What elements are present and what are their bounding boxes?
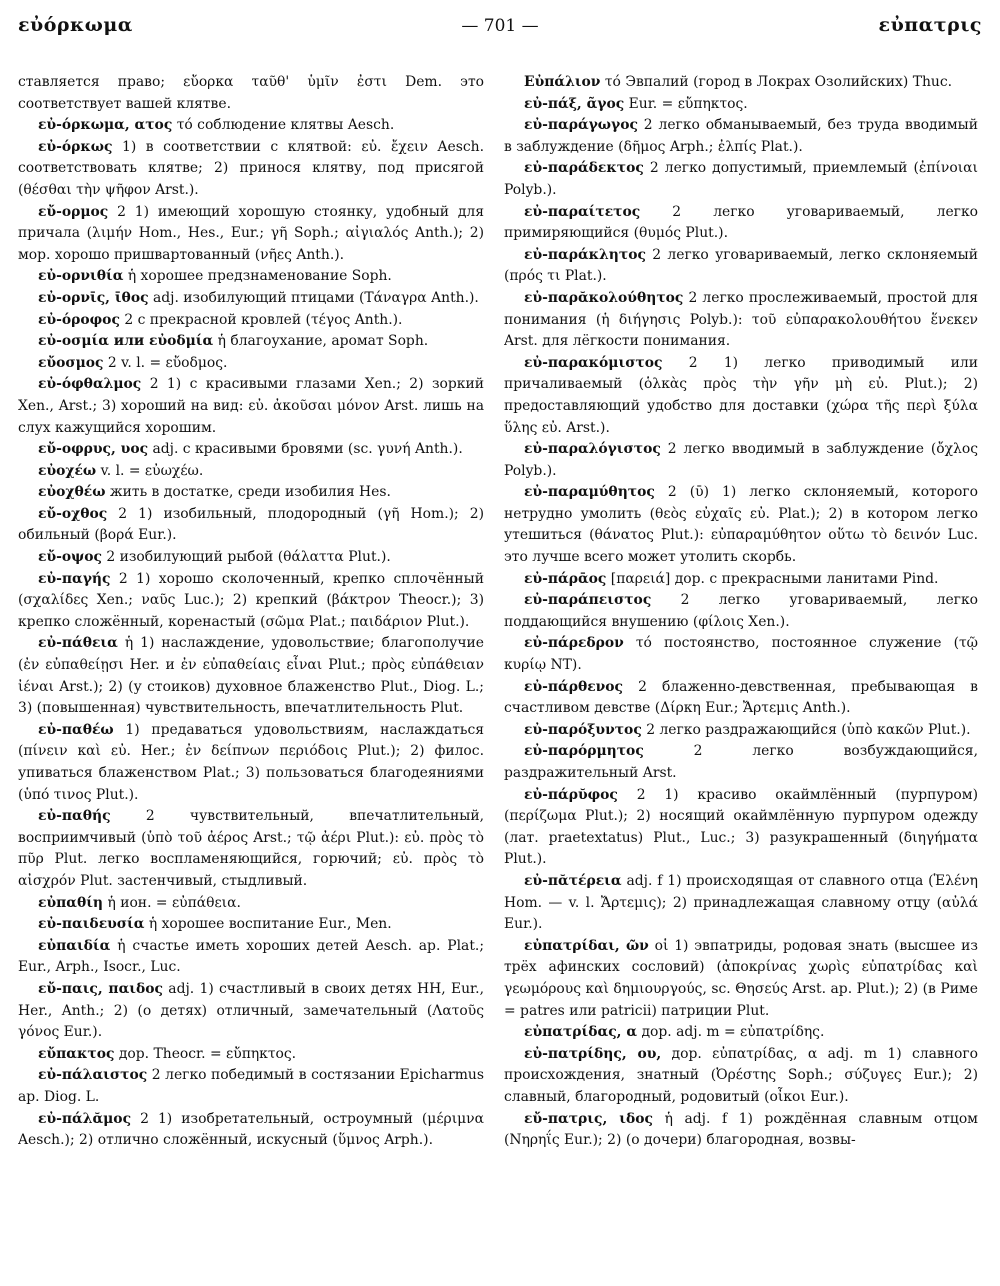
dictionary-entry [504,288,978,353]
entry-headword: εὐ-πάρεδρον [524,635,624,652]
dictionary-entry [18,806,484,892]
entry-headword: εὐ-όφθαλμος [38,376,142,393]
entry-definition: οἱ 1) эвпатриды, родовая знать (высшее из трёх афинских сословий) (ἀποκρίνας χωρὶς εὐπατρίδας καὶ γεωμόρους καὶ δημιουργούς, sc. Θησεύς Arst. ap. Plut.); 2) (в Риме = patres или patricii) патриции Plut. [504,937,978,1019]
entry-headword: εὐ-παράκλητος [524,246,646,263]
entry-definition: adj. изобилующий птицами (Τάναγρα Anth.). [152,289,479,306]
entry-definition: дор. adj. m = εὐπατρίδης. [641,1024,825,1041]
dictionary-entry [18,461,484,483]
entry-definition: 2 1) красиво окаймлённый (пурпуром) (περίζωμα Plut.); 2) носящий окаймлённую пурпуром одежду (лат. praetextatus) Plut., Luc.; 3) разукрашенный (διηγήματα Plut.). [504,786,978,868]
entry-headword: εὐ-παράπειστος [524,592,652,609]
entry-definition: 2 1) изобильный, плодородный (γῆ Hom.); 2) обильный (βορά Eur.). [18,505,484,544]
entry-definition: 2 легко вводимый в заблуждение (ὄχλος Polyb.). [504,441,978,479]
entry-continuation [18,72,484,115]
entry-headword: εὐπαιδία [38,937,111,954]
dictionary-entry [18,331,484,353]
entry-headword: εὐ-ορνιθία [38,268,124,285]
entry-definition: 2 легко возбуждающийся, раздражительный Arst. [504,743,978,781]
entry-headword: εὐ-παρᾰκολούθητος [524,289,684,306]
entry-definition: 2 (ῡ) 1) легко склоняемый, которого нетрудно умолить (θεὸς εὐχαῖς εὐ. Plat.); 2) в котором легко утешиться (θάνατος Plut.): εὐπαραμύθητον οὕτω τὸ δεινόν Luc. это лучше всего может утолить скорбь. [504,484,978,566]
entry-headword: εὐπατρίδας, α [524,1024,638,1041]
entry-definition: 1) предаваться удовольствиям, наслаждаться (πίνειν καὶ εὐ. Her.; ἐν δείπνων περιόδοις Plut.); 2) филос. упиваться блаженством Plat.; 3) пользоваться благодеяниями (ὑπό τινος Plut.). [18,721,484,803]
dictionary-entry [504,115,978,158]
entry-definition: 2 легко уговариваемый, легко примиряющийся (θυμός Plut.). [504,203,978,242]
entry-headword: εὐ-πάρῠφος [524,786,618,803]
dictionary-entry [504,353,978,439]
dictionary-entry [504,569,978,591]
dictionary-entry [504,741,978,784]
dictionary-entry [504,482,978,568]
dictionary-entry [504,94,978,116]
dictionary-entry [18,1044,484,1066]
entry-definition: дор. εὐπατρίδας, α adj. m 1) славного происхождения, знатный (Ὀρέστης Soph.; σύζυγες Eur.); 2) славный, благородный, родовитый (οἶκοι Eur.). [504,1045,978,1105]
entry-definition: жить в достатке, среди изобилия Hes. [109,484,391,501]
entry-definition: adj. с красивыми бровями (sc. γυνή Anth.). [152,441,463,458]
entry-definition: 2 легко прослеживаемый, простой для понимания (ἡ διήγησις Polyb.): τοῦ εὐπαρακολουθήτου ἕνεκεν Arst. для лёгкости понимания. [504,289,978,350]
dictionary-entry [504,936,978,1022]
entry-definition: τό Эвпалий (город в Локрах Озолийских) Thuc. [604,74,953,90]
entry-headword: εὐπαθίη [38,894,104,911]
entry-headword: εὐ-παραλόγιστος [524,441,661,458]
entry-headword: εὐ-όρκως [38,138,113,155]
entry-headword: εὔ-πατρις, ιδος [524,1110,654,1127]
dictionary-entry [18,266,484,288]
entry-headword: εὐοχέω [38,462,97,479]
entry-definition: 2 легко победимый в состязании Epicharmus ap. Diog. L. [18,1067,484,1105]
dictionary-entry [504,785,978,871]
entry-definition: 2 легко допустимый, приемлемый (ἐπίνοιαι Polyb.). [504,160,978,198]
dictionary-entry [504,1022,978,1044]
dictionary-entry [504,1044,978,1109]
entry-definition: 2 легко уговариваемый, легко поддающийся внушению (φίλοις Xen.). [504,592,978,630]
entry-headword: εὔπακτος [38,1045,115,1062]
entry-definition: 2 1) легко приводимый или причаливаемый (ὁλκὰς πρὸς τὴν γῆν μὴ εὐ. Plut.); 2) предоставляющий удобство для доставки (χώρα τῆς περὶ ξύλα ὕλης εὐ. Arst.). [504,354,978,436]
entry-definition: 2 v. l. = εὔοδμος. [107,354,228,371]
entry-headword: εὐ-παθής [38,808,111,825]
entry-headword: εὐ-παθέω [38,721,114,738]
dictionary-entry [18,288,484,310]
entry-definition: 2 1) с красивыми глазами Xen.; 2) зоркий Xen., Arst.; 3) хороший на вид: εὐ. ἀκοῦσαι μόνον Arst. лишь на слух кажущийся хорошим. [18,376,484,436]
entry-headword: εὐ-όροφος [38,311,120,328]
right-column [504,72,978,1280]
entry-definition: ставляется право; εὔορκα ταῦθ' ὑμῖν ἐστι Dem. это соответствует вашей клятве. [18,74,484,112]
entry-headword: εὐ-όρκωμα, ατος [38,117,173,134]
entry-definition: τό постоянство, постоянное служение (τῷ κυρίῳ NT). [504,635,978,674]
entry-definition: ἡ хорошее предзнаменование Soph. [127,268,392,285]
entry-definition: 2 легко уговариваемый, легко склоняемый (πρός τι Plat.). [504,246,978,285]
entry-definition: τό соблюдение клятвы Aesch. [176,117,395,134]
entry-definition: ἡ хорошее воспитание Eur., Men. [148,916,392,933]
dictionary-entry [18,504,484,547]
entry-definition: Eur. = εὔπηκτος. [628,95,748,112]
dictionary-entry [18,439,484,461]
entry-definition: ἡ adj. f 1) рождённая славным отцом (Νηρηΐς Eur.); 2) (о дочери) благородная, возвы- [504,1110,978,1149]
entry-headword: εὐ-παρόρμητος [524,743,644,760]
dictionary-entry [504,720,978,742]
entry-headword: εὔ-οψος [38,549,102,566]
entry-headword: εὐ-παιδευσία [38,916,145,933]
entry-headword: εὐ-παράγωγος [524,117,638,134]
entry-definition: 2 блаженно-девственная, пребывающая в счастливом девстве (Δίρκη Eur.; Ἄρτεμις Anth.). [504,678,978,717]
entry-definition: ἡ 1) наслаждение, удовольствие; благополучие (ἐν εὐπαθείῃσι Her. и ἐν εὐπαθείαις εἶναι Plut.; πρὸς εὐπάθειαν ἰέναι Arst.); 2) (у стоиков) духовное блаженство Plut., Diog. L.; 3) (повышенная) чувствительность, впечатлительность Plut. [18,635,484,717]
dictionary-entry [504,677,978,720]
page-number: — 701 — [461,16,539,36]
entry-headword: εὐοχθέω [38,484,106,501]
dictionary-entry [18,547,484,569]
dictionary-entry [18,633,484,719]
dictionary-entry [504,590,978,633]
dictionary-entry [18,893,484,915]
dictionary-entry [18,353,484,375]
dictionary-entry [504,1109,978,1152]
dictionary-entry [18,979,484,1044]
entry-headword: εὐ-παραμύθητος [524,484,655,501]
dictionary-entry [504,202,978,245]
header-right-guideword: εὐπατρις [878,14,982,36]
dictionary-entry [18,310,484,332]
entry-definition: 2 1) изобретательный, остроумный (μέριμνα Aesch.); 2) отлично сложённый, искусный (ὕμνος Arph.). [18,1110,484,1149]
entry-headword: εὐ-πάρᾱος [524,570,607,587]
entry-headword: εὔ-ορμος [38,203,109,220]
dictionary-entry [504,871,978,936]
entry-definition: ἡ благоухание, аромат Soph. [217,333,429,350]
entry-headword: εὐ-πάλαιστος [38,1067,148,1084]
entry-definition: 2 1) имеющий хорошую стоянку, удобный для причала (λιμήν Hom., Hes., Eur.; γῆ Soph.; αἰγιαλός Anth.); 2) мор. хорошо пришвартованный (νῆες Anth.). [18,203,484,263]
entry-headword: εὐ-πάξ, ᾶγος [524,95,625,112]
entry-definition: adj. f 1) происходящая от славного отца (Ἑλένη Hom. — v. l. Ἄρτεμις); 2) принадлежащая славному отцу (αὐλά Eur.). [504,872,978,933]
dictionary-entry [18,137,484,202]
dictionary-entry [504,439,978,482]
entry-definition: 2 легко обманываемый, без труда вводимый в заблуждение (δῆμος Arph.; ἐλπίς Plat.). [504,117,978,155]
entry-headword: εὐ-πάθεια [38,635,118,652]
header-left-guideword: εὐόρκωμα [18,14,133,36]
entry-headword: εὐ-παραίτετος [524,203,641,220]
dictionary-entry [18,936,484,979]
entry-headword: εὔ-παις, παιδος [38,980,163,997]
dictionary-entry [18,720,484,806]
entry-definition: дор. Theocr. = εὔπηκτος. [118,1045,297,1062]
entry-definition: ἡ счастье иметь хороших детей Aesch. ap. Plat.; Eur., Arph., Isocr., Luc. [18,937,484,976]
dictionary-entry [504,158,978,201]
dictionary-entry [18,115,484,137]
entry-headword: Εὐπάλιον [524,74,601,90]
entry-definition: 2 1) хорошо сколоченный, крепко сплочённый (σχαλίδες Xen.; ναῦς Luc.); 2) крепкий (βάκτρον Theocr.); 3) крепко сложённый, коренастый (σῶμα Plat.; παιδάριον Plut.). [18,570,484,630]
dictionary-entry [18,202,484,267]
entry-headword: εὐ-πατρίδης, ου, [524,1045,662,1062]
page-header [18,14,982,42]
entry-headword: εὐ-πᾰτέρεια [524,872,622,889]
entry-headword: εὐ-πάλᾰμος [38,1110,132,1127]
entry-headword: εὐπατρίδαι, ῶν [524,937,649,954]
entry-headword: εὐ-πάρθενος [524,678,624,695]
entry-headword: εὐ-παράδεκτος [524,160,644,177]
left-column [18,72,484,1280]
entry-headword: εὔ-οφρυς, υος [38,441,149,458]
entry-definition: 2 легко раздражающийся (ὑπὸ κακῶν Plut.). [646,721,971,738]
entry-headword: εὐ-παγής [38,570,111,587]
entry-headword: εὐ-παρακόμιστος [524,354,663,371]
dictionary-entry [18,569,484,634]
dictionary-entry [18,1109,484,1152]
entry-definition: [παρειά] дор. с прекрасными ланитами Pind. [610,570,939,587]
entry-headword: εὐ-ορνῑς, ῑθος [38,289,149,306]
entry-headword: εὐ-παρόξυντος [524,721,642,738]
dictionary-entry [18,1065,484,1108]
entry-definition: adj. 1) счастливый в своих детях HH, Eur., Her., Anth.; 2) (о детях) отличный, замечательный (Λατοῦς γόνος Eur.). [18,980,484,1041]
dictionary-entry [18,374,484,439]
dictionary-entry [504,633,978,676]
entry-headword: εὐ-οσμία или εὐοδμία [38,333,214,350]
dictionary-entry [504,245,978,288]
entry-definition: 1) в соответствии с клятвой: εὐ. ἔχειν Aesch. соответствовать клятве; 2) принося клятву, под присягой (θέσθαι τὴν ψῆφον Arst.). [18,138,484,198]
entry-headword: εὔοσμος [38,354,104,371]
entry-definition: 2 изобилующий рыбой (θάλαττα Plut.). [106,549,391,566]
entry-definition: v. l. = εὐωχέω. [100,462,204,479]
entry-headword: εὔ-οχθος [38,505,108,522]
dictionary-entry [18,914,484,936]
entry-definition: ἡ ион. = εὐπάθεια. [107,894,241,911]
dictionary-entry [18,482,484,504]
dictionary-entry [504,72,978,94]
entry-definition: 2 чувствительный, впечатлительный, восприимчивый (ὑπὸ τοῦ ἀέρος Arst.; τῷ ἀέρι Plut.): εὐ. πρὸς τὸ πῦρ Plut. легко воспламеняющийся, горючий; εὐ. πρὸς τὸ αἰσχρόν Plut. застенчивый, стыдливый. [18,808,484,889]
entry-definition: 2 с прекрасной кровлей (τέγος Anth.). [124,311,403,328]
